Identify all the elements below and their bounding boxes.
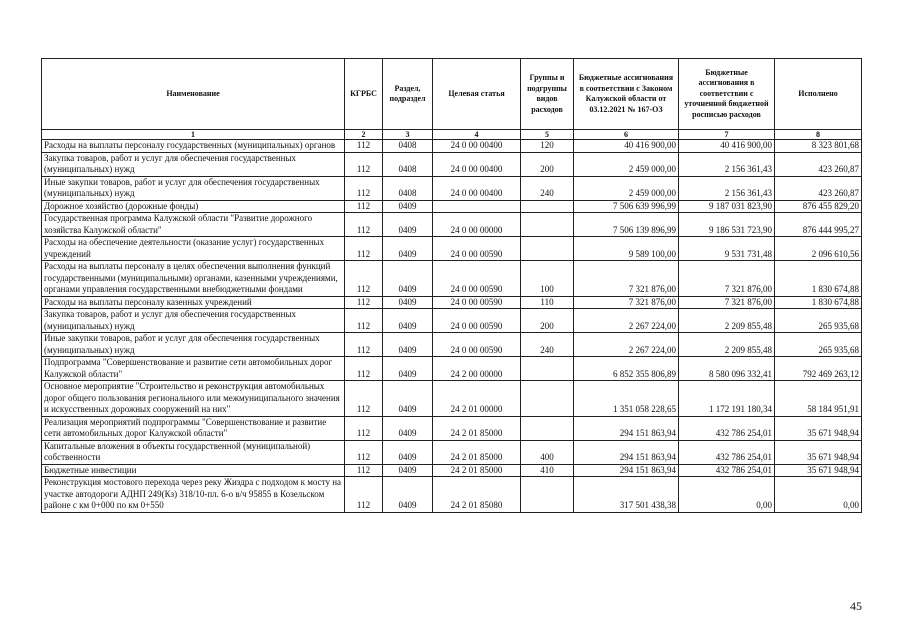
row-name: Реконструкция мостового перехода через реку Жиздра с подходом к мосту на участке автодороги АДНП 249(Кз) 318/10-пл. 6-о в/ч 95855 в Козельском районе с км 0+000 по км 0+550 [42,477,345,513]
row-ktrbs: 112 [345,309,383,333]
row-section: 0409 [383,237,433,261]
row-group: 240 [521,176,574,200]
row-ktrbs: 112 [345,176,383,200]
row-law-amount: 40 416 900,00 [574,140,679,153]
page-number: 45 [850,599,862,613]
row-ktrbs: 112 [345,440,383,464]
row-target: 24 2 01 85000 [433,464,521,477]
row-name: Расходы на выплаты персоналу в целях обеспечения выполнения функций государственными (муниципальными) органами, казенными учреждениями, органами управления государственными внебюджетными фондами [42,261,345,297]
row-group [521,213,574,237]
table-row [42,333,862,357]
row-target: 24 2 01 85080 [433,477,521,513]
table-row [42,416,862,440]
row-ktrbs: 112 [345,357,383,381]
table-row [42,140,862,153]
row-target [433,200,521,213]
row-name: Иные закупки товаров, работ и услуг для обеспечения государственных (муниципальных) нужд [42,333,345,357]
row-done-amount: 265 935,68 [775,333,862,357]
table-row [42,200,862,213]
row-done-amount: 423 260,87 [775,152,862,176]
row-refined-amount: 7 321 876,00 [679,296,775,309]
row-law-amount: 294 151 863,94 [574,464,679,477]
row-refined-amount: 9 531 731,48 [679,237,775,261]
table-row [42,213,862,237]
row-ktrbs: 112 [345,261,383,297]
row-ktrbs: 112 [345,140,383,153]
row-group: 400 [521,440,574,464]
header-section: Раздел, подраздел [383,59,433,130]
row-group [521,477,574,513]
row-name: Бюджетные инвестиции [42,464,345,477]
column-number: 4 [433,130,521,140]
row-done-amount: 35 671 948,94 [775,440,862,464]
row-ktrbs: 112 [345,477,383,513]
header-done: Исполнено [775,59,862,130]
row-law-amount: 2 459 000,00 [574,176,679,200]
row-target: 24 0 00 00000 [433,213,521,237]
row-law-amount: 1 351 058 228,65 [574,381,679,417]
row-law-amount: 7 321 876,00 [574,296,679,309]
row-law-amount: 7 506 139 896,99 [574,213,679,237]
table-row [42,464,862,477]
column-number: 5 [521,130,574,140]
row-section: 0409 [383,213,433,237]
row-law-amount: 6 852 355 806,89 [574,357,679,381]
column-number: 1 [42,130,345,140]
column-number-row [42,130,862,140]
row-group [521,381,574,417]
row-ktrbs: 112 [345,213,383,237]
row-refined-amount: 2 156 361,43 [679,176,775,200]
row-section: 0409 [383,261,433,297]
row-done-amount: 35 671 948,94 [775,416,862,440]
row-law-amount: 294 151 863,94 [574,440,679,464]
header-row [42,59,862,130]
row-law-amount: 294 151 863,94 [574,416,679,440]
row-target: 24 0 00 00590 [433,261,521,297]
header-law: Бюджетные ассигнования в соответствии с Законом Калужской области от 03.12.2021 № 167-ОЗ [574,59,679,130]
header-refined: Бюджетные ассигнования в соответствии с уточненной бюджетной росписью расходов [679,59,775,130]
table-row [42,357,862,381]
row-done-amount: 2 096 610,56 [775,237,862,261]
row-section: 0409 [383,440,433,464]
row-done-amount: 792 469 263,12 [775,357,862,381]
row-done-amount: 1 830 674,88 [775,261,862,297]
row-section: 0409 [383,416,433,440]
row-group [521,416,574,440]
header-name: Наименование [42,59,345,130]
row-target: 24 2 01 00000 [433,381,521,417]
row-section: 0408 [383,152,433,176]
row-group [521,237,574,261]
row-ktrbs: 112 [345,200,383,213]
column-number: 7 [679,130,775,140]
row-section: 0409 [383,357,433,381]
header-ktrbs: КГРБС [345,59,383,130]
row-refined-amount: 7 321 876,00 [679,261,775,297]
row-ktrbs: 112 [345,152,383,176]
table-row [42,381,862,417]
row-group: 200 [521,309,574,333]
row-group: 410 [521,464,574,477]
column-number: 2 [345,130,383,140]
row-target: 24 2 01 85000 [433,416,521,440]
table-row [42,237,862,261]
row-law-amount: 2 459 000,00 [574,152,679,176]
header-target: Целевая статья [433,59,521,130]
table-row [42,261,862,297]
row-refined-amount: 0,00 [679,477,775,513]
row-done-amount: 35 671 948,94 [775,464,862,477]
table-row [42,152,862,176]
row-refined-amount: 8 580 096 332,41 [679,357,775,381]
column-number: 6 [574,130,679,140]
row-name: Дорожное хозяйство (дорожные фонды) [42,200,345,213]
row-done-amount: 876 444 995,27 [775,213,862,237]
row-done-amount: 0,00 [775,477,862,513]
row-name: Расходы на обеспечение деятельности (оказание услуг) государственных учреждений [42,237,345,261]
row-done-amount: 423 260,87 [775,176,862,200]
row-group [521,200,574,213]
row-refined-amount: 9 187 031 823,90 [679,200,775,213]
row-ktrbs: 112 [345,381,383,417]
row-section: 0409 [383,477,433,513]
row-law-amount: 317 501 438,38 [574,477,679,513]
row-name: Основное мероприятие "Строительство и реконструкция автомобильных дорог общего пользования регионального или межмуниципального значения и искусственных дорожных сооружений на них" [42,381,345,417]
row-ktrbs: 112 [345,464,383,477]
row-target: 24 0 00 00590 [433,333,521,357]
row-refined-amount: 2 209 855,48 [679,309,775,333]
row-law-amount: 9 589 100,00 [574,237,679,261]
table-row [42,477,862,513]
row-refined-amount: 432 786 254,01 [679,416,775,440]
row-target: 24 0 00 00590 [433,237,521,261]
budget-table [41,58,862,513]
row-done-amount: 876 455 829,20 [775,200,862,213]
row-ktrbs: 112 [345,333,383,357]
row-law-amount: 7 321 876,00 [574,261,679,297]
row-done-amount: 1 830 674,88 [775,296,862,309]
row-refined-amount: 2 209 855,48 [679,333,775,357]
table-row [42,296,862,309]
row-name: Расходы на выплаты персоналу государственных (муниципальных) органов [42,140,345,153]
row-target: 24 2 01 85000 [433,440,521,464]
table-row [42,176,862,200]
row-target: 24 0 00 00400 [433,140,521,153]
row-law-amount: 2 267 224,00 [574,309,679,333]
row-target: 24 0 00 00590 [433,296,521,309]
table-row [42,440,862,464]
row-target: 24 0 00 00400 [433,176,521,200]
row-law-amount: 7 506 639 996,99 [574,200,679,213]
row-section: 0409 [383,464,433,477]
row-group: 110 [521,296,574,309]
table-body [42,140,862,513]
row-law-amount: 2 267 224,00 [574,333,679,357]
row-group: 100 [521,261,574,297]
row-target: 24 0 00 00590 [433,309,521,333]
row-done-amount: 265 935,68 [775,309,862,333]
row-group [521,357,574,381]
column-number: 8 [775,130,862,140]
row-done-amount: 8 323 801,68 [775,140,862,153]
row-target: 24 0 00 00400 [433,152,521,176]
row-section: 0408 [383,176,433,200]
row-section: 0409 [383,296,433,309]
table-row [42,309,862,333]
row-refined-amount: 432 786 254,01 [679,464,775,477]
row-section: 0409 [383,200,433,213]
row-section: 0409 [383,333,433,357]
row-refined-amount: 2 156 361,43 [679,152,775,176]
row-name: Расходы на выплаты персоналу казенных учреждений [42,296,345,309]
row-refined-amount: 9 186 531 723,90 [679,213,775,237]
row-group: 120 [521,140,574,153]
row-name: Закупка товаров, работ и услуг для обеспечения государственных (муниципальных) нужд [42,309,345,333]
row-done-amount: 58 184 951,91 [775,381,862,417]
row-ktrbs: 112 [345,237,383,261]
row-section: 0409 [383,381,433,417]
row-refined-amount: 432 786 254,01 [679,440,775,464]
row-name: Капитальные вложения в объекты государственной (муниципальной) собственности [42,440,345,464]
row-name: Закупка товаров, работ и услуг для обеспечения государственных (муниципальных) нужд [42,152,345,176]
column-number: 3 [383,130,433,140]
row-name: Государственная программа Калужской области "Развитие дорожного хозяйства Калужской области" [42,213,345,237]
row-group: 240 [521,333,574,357]
row-name: Подпрограмма "Совершенствование и развитие сети автомобильных дорог Калужской области" [42,357,345,381]
row-ktrbs: 112 [345,296,383,309]
row-group: 200 [521,152,574,176]
row-refined-amount: 1 172 191 180,34 [679,381,775,417]
row-ktrbs: 112 [345,416,383,440]
header-groups: Группы и подгруппы видов расходов [521,59,574,130]
row-name: Реализация мероприятий подпрограммы "Совершенствование и развитие сети автомобильных дорог Калужской области" [42,416,345,440]
row-refined-amount: 40 416 900,00 [679,140,775,153]
row-section: 0409 [383,309,433,333]
row-name: Иные закупки товаров, работ и услуг для обеспечения государственных (муниципальных) нужд [42,176,345,200]
row-section: 0408 [383,140,433,153]
row-target: 24 2 00 00000 [433,357,521,381]
